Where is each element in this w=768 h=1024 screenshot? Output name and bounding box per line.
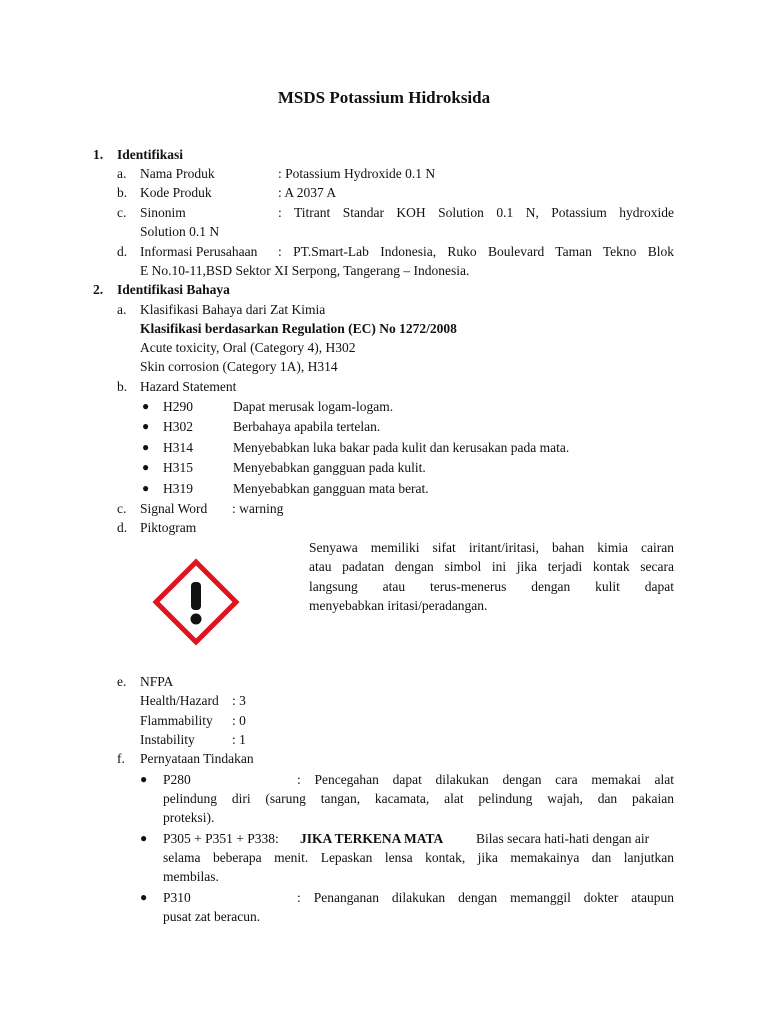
item-letter: d.	[117, 244, 128, 259]
precaution-text: membilas.	[163, 869, 219, 884]
bullet-icon: ●	[142, 481, 150, 495]
bullet-icon: ●	[140, 831, 148, 845]
hazard-text: Menyebabkan luka bakar pada kulit dan kerusakan pada mata.	[233, 440, 570, 455]
precaution-emphasis: JIKA TERKENA MATA	[300, 831, 444, 846]
product-name-label: Nama Produk	[140, 166, 215, 181]
precaution-code: P305 + P351 + P338:	[163, 831, 279, 846]
precaution-code: P310	[163, 890, 191, 905]
item-letter: c.	[117, 205, 127, 220]
precautionary-statement-label: Pernyataan Tindakan	[140, 751, 254, 766]
hazard-code: H314	[163, 440, 193, 455]
hazard-text: Berbahaya apabila tertelan.	[233, 419, 381, 434]
bullet-icon: ●	[140, 890, 148, 904]
section1-number: 1.	[93, 147, 104, 162]
synonym-value-continued: Solution 0.1 N	[140, 224, 220, 239]
nfpa-row-label: Flammability	[140, 713, 213, 728]
nfpa-row-label: Instability	[140, 732, 195, 747]
nfpa-label: NFPA	[140, 674, 174, 689]
hazard-classification-label: Klasifikasi Bahaya dari Zat Kimia	[140, 302, 326, 317]
hazard-code: H315	[163, 460, 193, 475]
classification-line: Acute toxicity, Oral (Category 4), H302	[140, 340, 356, 355]
hazard-text: Menyebabkan gangguan mata berat.	[233, 481, 429, 496]
nfpa-row-label: Health/Hazard	[140, 693, 219, 708]
synonym-label: Sinonim	[140, 205, 186, 220]
pictogram-label: Piktogram	[140, 520, 197, 535]
hazard-code: H290	[163, 399, 193, 414]
section2-heading: Identifikasi Bahaya	[117, 282, 230, 297]
precaution-text: proteksi).	[163, 810, 215, 825]
exclamation-mark-diamond-icon	[150, 556, 242, 648]
product-code-label: Kode Produk	[140, 185, 212, 200]
nfpa-row-value: : 1	[232, 732, 246, 747]
company-info-label: Informasi Perusahaan	[140, 244, 258, 259]
pictogram-description-line: langsung atau terus-menerus dengan kulit dapat	[309, 579, 674, 594]
bullet-icon: ●	[142, 440, 150, 454]
product-name-value: : Potassium Hydroxide 0.1 N	[278, 166, 436, 181]
nfpa-row-value: : 3	[232, 693, 246, 708]
hazard-text: Dapat merusak logam-logam.	[233, 399, 394, 414]
precaution-text: pusat zat beracun.	[163, 909, 261, 924]
item-letter: a.	[117, 302, 127, 317]
pictogram-description-line: menyebabkan iritasi/peradangan.	[309, 598, 488, 613]
nfpa-row-value: : 0	[232, 713, 246, 728]
precaution-text: : Pencegahan dapat dilakukan dengan cara memakai alat	[297, 772, 674, 787]
precaution-text: : Penanganan dilakukan dengan memanggil dokter ataupun	[297, 890, 674, 905]
classification-line: Skin corrosion (Category 1A), H314	[140, 359, 338, 374]
precaution-code: P280	[163, 772, 191, 787]
precaution-text: pelindung diri (sarung tangan, kacamata, alat pelindung wajah, dan pakaian	[163, 791, 674, 806]
company-info-value-continued: E No.10-11,BSD Sektor XI Serpong, Tangerang – Indonesia.	[140, 263, 470, 278]
section2-number: 2.	[93, 282, 104, 297]
pictogram-description-line: Senyawa memiliki sifat iritant/iritasi, bahan kimia cairan	[309, 540, 674, 555]
item-letter: b.	[117, 185, 128, 200]
synonym-value: : Titrant Standar KOH Solution 0.1 N, Potassium hydroxide	[278, 205, 674, 220]
hazard-code: H319	[163, 481, 193, 496]
item-letter: e.	[117, 674, 127, 689]
hazard-code: H302	[163, 419, 193, 434]
hazard-statement-label: Hazard Statement	[140, 379, 237, 394]
hazard-text: Menyebabkan gangguan pada kulit.	[233, 460, 426, 475]
bullet-icon: ●	[140, 772, 148, 786]
item-letter: f.	[117, 751, 125, 766]
bullet-icon: ●	[142, 399, 150, 413]
document-title: MSDS Potassium Hidroksida	[277, 88, 491, 107]
bullet-icon: ●	[142, 419, 150, 433]
signal-word-value: : warning	[232, 501, 284, 516]
item-letter: d.	[117, 520, 128, 535]
precaution-text: Bilas secara hati-hati dengan air	[476, 831, 650, 846]
regulation-subheading: Klasifikasi berdasarkan Regulation (EC) No 1272/2008	[140, 321, 457, 336]
item-letter: c.	[117, 501, 127, 516]
pictogram-description-line: atau padatan dengan simbol ini jika terjadi kontak secara	[309, 559, 674, 574]
company-info-value: : PT.Smart-Lab Indonesia, Ruko Boulevard Taman Tekno Blok	[278, 244, 674, 259]
item-letter: b.	[117, 379, 128, 394]
signal-word-label: Signal Word	[140, 501, 208, 516]
item-letter: a.	[117, 166, 127, 181]
precaution-text: selama beberapa menit. Lepaskan lensa kontak, jika memakainya dan lanjutkan	[163, 850, 674, 865]
section1-heading: Identifikasi	[117, 147, 184, 162]
bullet-icon: ●	[142, 460, 150, 474]
product-code-value: : A 2037 A	[278, 185, 337, 200]
